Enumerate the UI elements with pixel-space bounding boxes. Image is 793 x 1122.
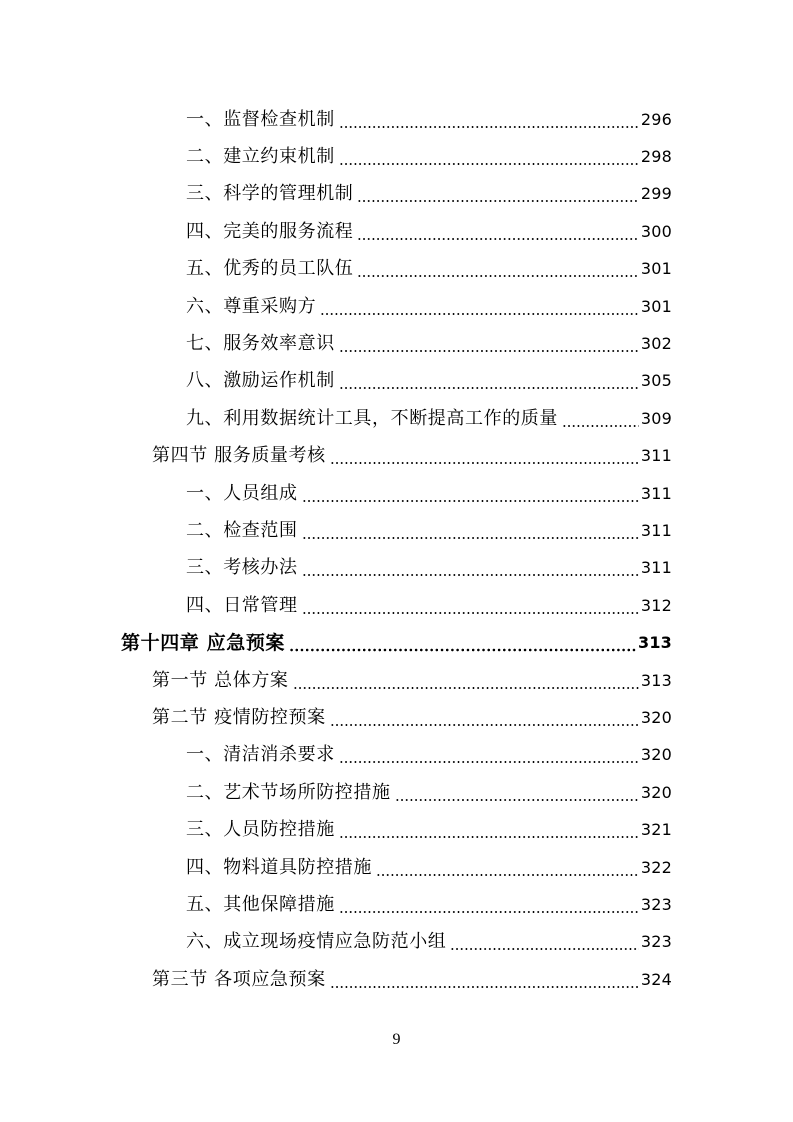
toc-entry[interactable]: [0, 400, 793, 437]
toc-entry[interactable]: [0, 475, 793, 512]
toc-entry-title: 三、科学的管理机制: [186, 183, 354, 205]
toc-entry-title: 第一节 总体方案: [152, 669, 289, 691]
page-number: 9: [392, 1031, 401, 1048]
toc-entry-page: 309: [640, 408, 672, 428]
toc-entry[interactable]: [0, 849, 793, 886]
dot-leader: [330, 447, 639, 465]
toc-entry-title: 四、日常管理: [186, 594, 298, 616]
toc-entry-title: 第三节 各项应急预案: [152, 968, 326, 990]
toc-entry-title: 第十四章 应急预案: [121, 632, 286, 655]
toc-entry[interactable]: [0, 512, 793, 549]
toc-entry[interactable]: [0, 924, 793, 961]
toc-entry[interactable]: [0, 138, 793, 175]
toc-entry-title: 三、考核办法: [186, 557, 298, 579]
toc-entry-section[interactable]: [0, 438, 793, 475]
toc-entry-page: 311: [640, 520, 672, 540]
toc-entry-page: 311: [640, 558, 672, 578]
toc-entry-page: 320: [640, 745, 672, 765]
dot-leader: [302, 485, 639, 503]
toc-entry-page: 312: [640, 595, 672, 615]
toc-entry[interactable]: [0, 550, 793, 587]
toc-entry-page: 300: [640, 221, 672, 241]
toc-entry[interactable]: [0, 325, 793, 362]
toc-entry-title: 五、其他保障措施: [186, 893, 335, 915]
dot-leader: [302, 597, 639, 615]
toc-entry-title: 一、监督检查机制: [186, 108, 335, 130]
toc-entry-title: 第四节 服务质量考核: [152, 445, 326, 467]
dot-leader: [376, 859, 639, 877]
toc-entry-title: 二、建立约束机制: [186, 146, 335, 168]
toc-entry-title: 九、利用数据统计工具，不断提高工作的质量: [186, 407, 558, 429]
toc-entry-page: 311: [640, 446, 672, 466]
dot-leader: [339, 372, 639, 390]
toc-entry-page: 299: [640, 184, 672, 204]
toc-entry-title: 二、艺术节场所防控措施: [186, 781, 391, 803]
toc-entry[interactable]: [0, 774, 793, 811]
toc-entry-page: 313: [640, 670, 672, 690]
toc-entry-title: 八、激励运作机制: [186, 370, 335, 392]
dot-leader: [357, 223, 638, 241]
dot-leader: [302, 559, 639, 577]
toc-entry-title: 五、优秀的员工队伍: [186, 258, 354, 280]
toc-entry-title: 七、服务效率意识: [186, 333, 335, 355]
toc-entry-page: 323: [640, 932, 672, 952]
toc-entry[interactable]: [0, 213, 793, 250]
toc-entry-page: 320: [640, 707, 672, 727]
toc-entry-title: 六、尊重采购方: [186, 295, 317, 317]
toc-entry-page: 321: [640, 820, 672, 840]
toc-entry-page: 324: [640, 969, 672, 989]
dot-leader: [339, 111, 639, 129]
toc-entry-title: 四、完美的服务流程: [186, 220, 354, 242]
dot-leader: [357, 260, 638, 278]
dot-leader: [339, 746, 639, 764]
toc-entry-section[interactable]: [0, 961, 793, 998]
toc-entry-title: 三、人员防控措施: [186, 819, 335, 841]
dot-leader: [289, 634, 636, 652]
toc-entry[interactable]: [0, 737, 793, 774]
dot-leader: [450, 933, 638, 951]
toc-entry-title: 一、清洁消杀要求: [186, 744, 335, 766]
toc-entry[interactable]: [0, 587, 793, 624]
dot-leader: [339, 335, 639, 353]
toc-entry-page: 323: [640, 894, 672, 914]
dot-leader: [339, 148, 639, 166]
toc-entry-page: 301: [640, 296, 672, 316]
dot-leader: [339, 896, 639, 914]
toc-entry-section[interactable]: [0, 662, 793, 699]
dot-leader: [293, 672, 639, 690]
toc-entry-page: 296: [640, 109, 672, 129]
toc-entry-page: 313: [638, 633, 672, 653]
toc-entry-page: 305: [640, 371, 672, 391]
toc-entry-title: 六、成立现场疫情应急防范小组: [186, 931, 447, 953]
toc-entry-title: 四、物料道具防控措施: [186, 856, 372, 878]
toc-entry-title: 一、人员组成: [186, 482, 298, 504]
dot-leader: [320, 298, 639, 316]
dot-leader: [302, 522, 639, 540]
toc-entry-page: 320: [640, 782, 672, 802]
toc-entry[interactable]: [0, 288, 793, 325]
toc-entry-page: 298: [640, 147, 672, 167]
toc-entry[interactable]: [0, 811, 793, 848]
dot-leader: [330, 971, 639, 989]
toc-entry-page: 311: [640, 483, 672, 503]
table-of-contents: [0, 101, 793, 998]
toc-entry-chapter[interactable]: [0, 624, 793, 661]
toc-entry[interactable]: [0, 363, 793, 400]
toc-entry[interactable]: [0, 251, 793, 288]
dot-leader: [562, 410, 639, 428]
toc-entry-section[interactable]: [0, 699, 793, 736]
toc-entry-title: 第二节 疫情防控预案: [152, 706, 326, 728]
toc-entry[interactable]: [0, 176, 793, 213]
toc-entry[interactable]: [0, 101, 793, 138]
dot-leader: [357, 185, 638, 203]
dot-leader: [330, 709, 639, 727]
toc-entry-page: 302: [640, 334, 672, 354]
toc-entry-page: 301: [640, 259, 672, 279]
dot-leader: [395, 784, 639, 802]
toc-entry-page: 322: [640, 857, 672, 877]
dot-leader: [339, 821, 639, 839]
toc-entry[interactable]: [0, 886, 793, 923]
toc-entry-title: 二、检查范围: [186, 519, 298, 541]
